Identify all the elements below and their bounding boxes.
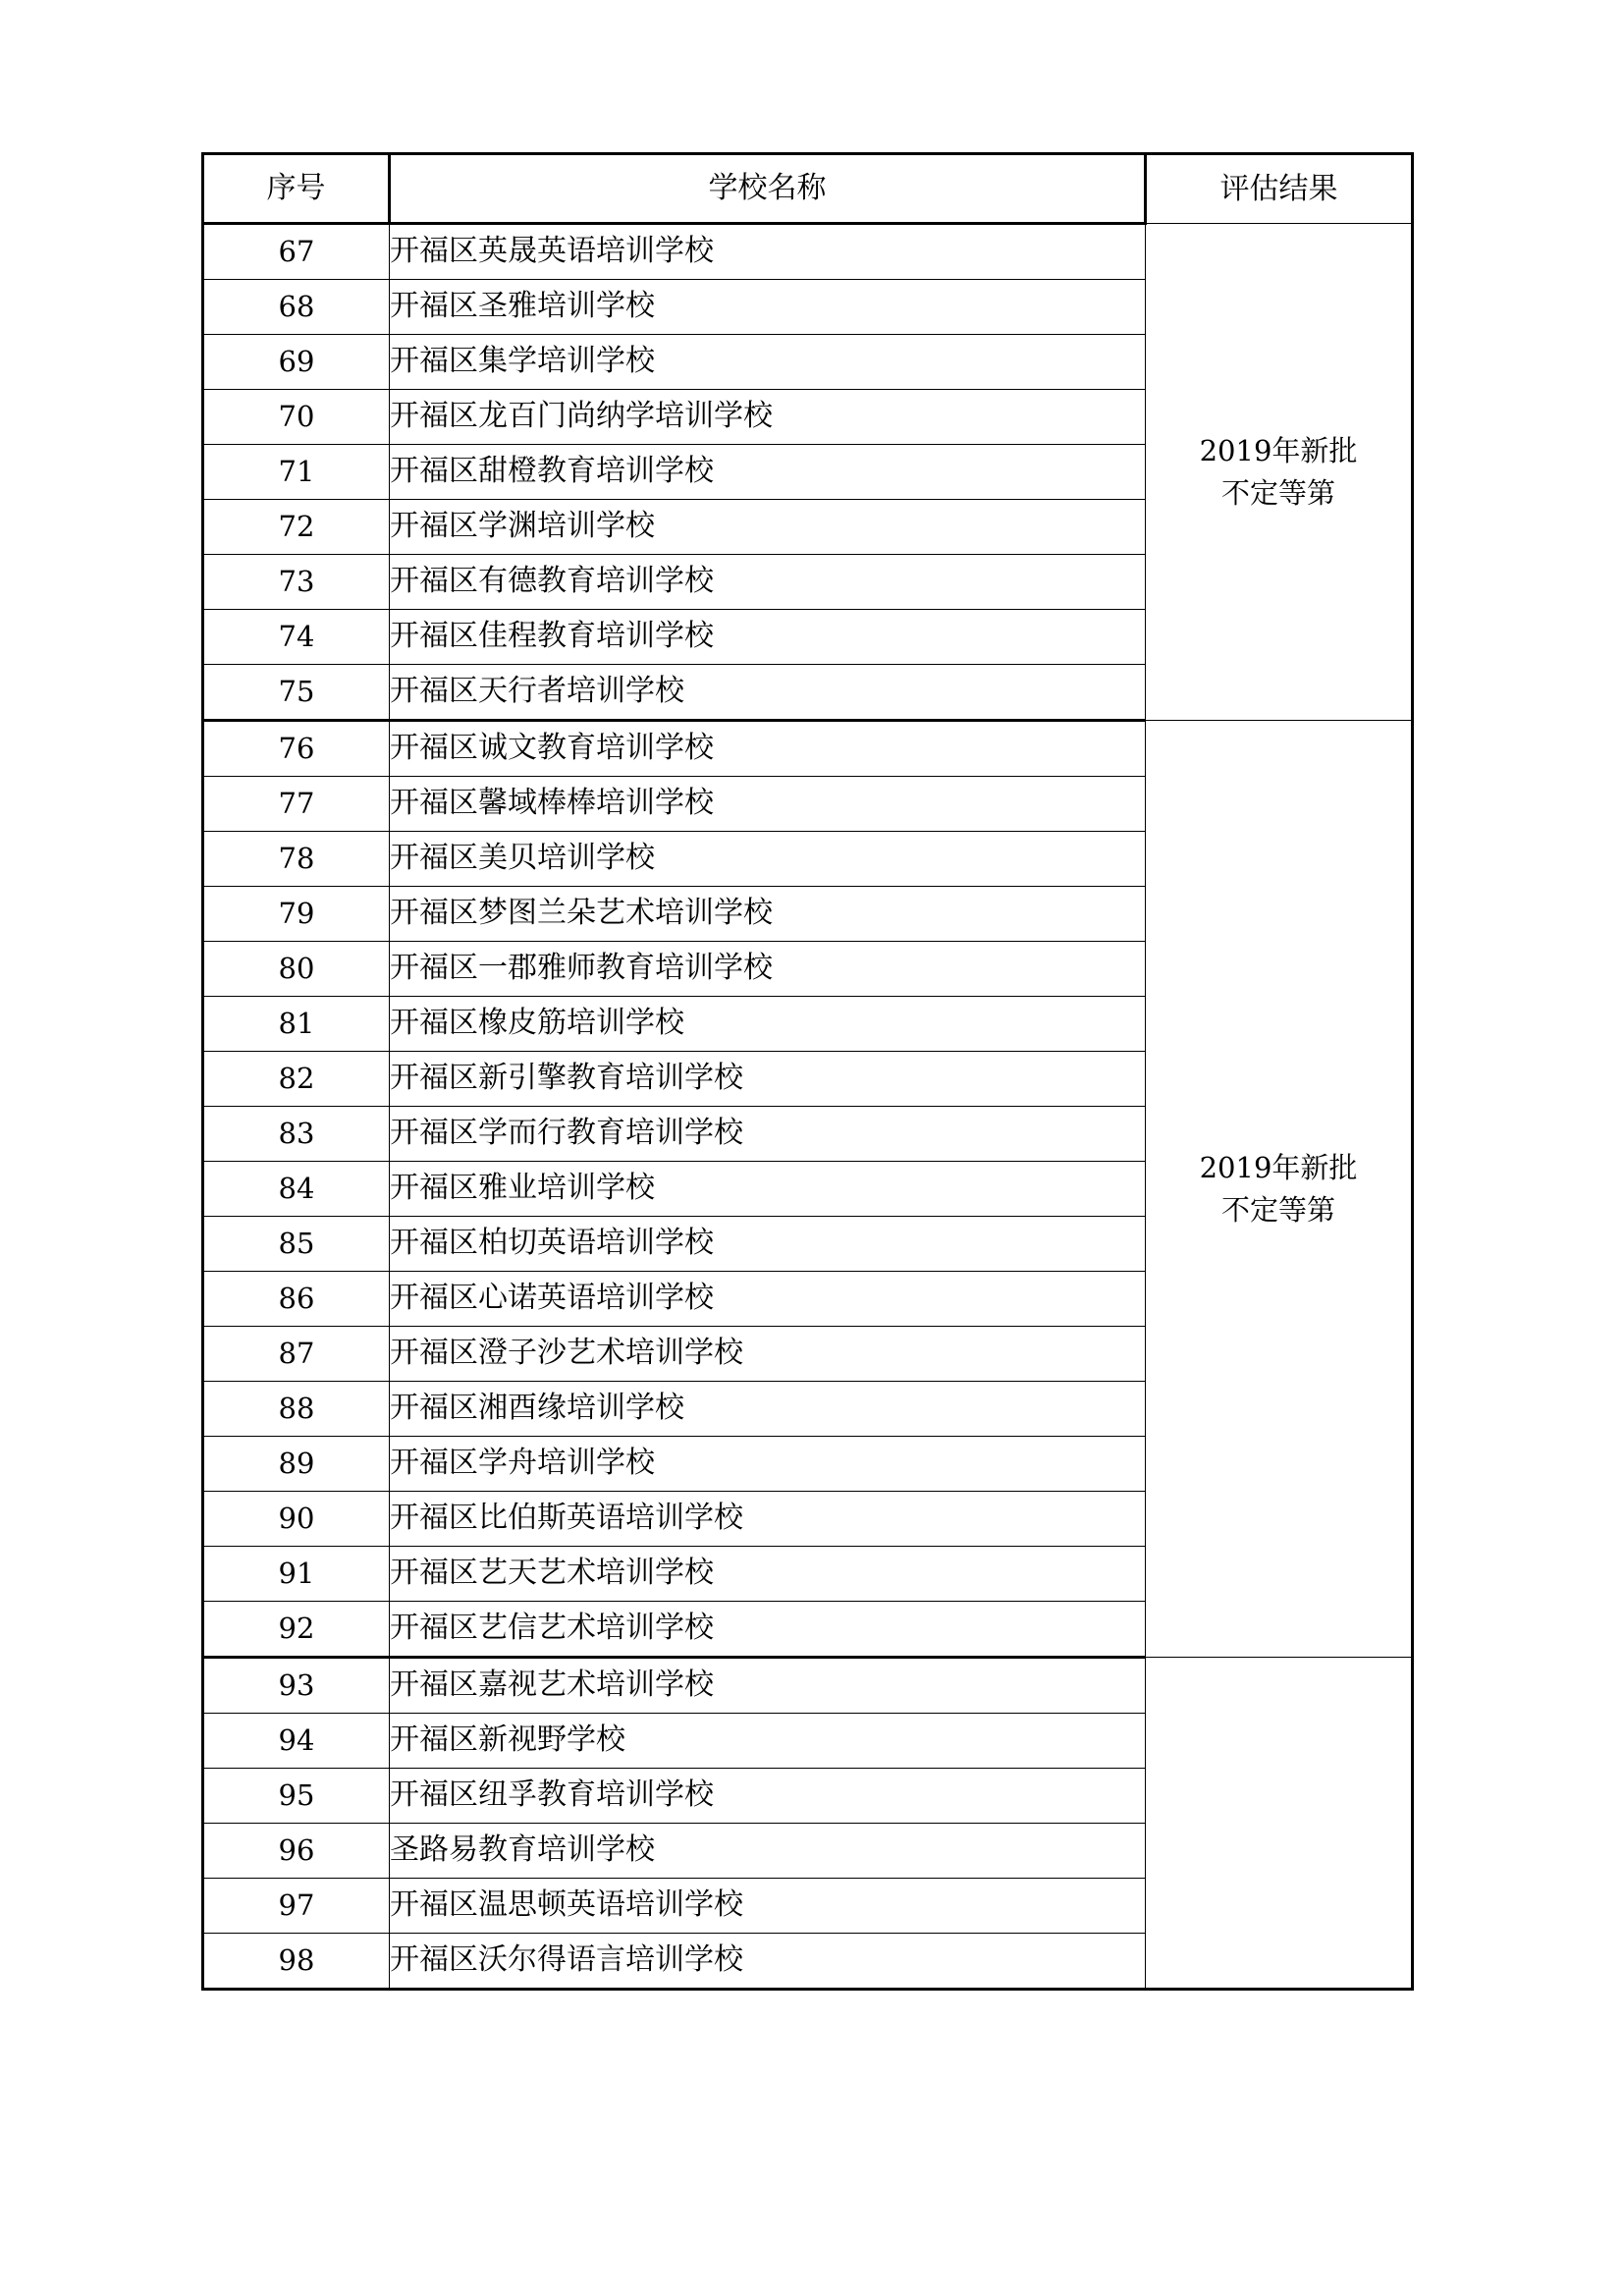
cell-school-name: 开福区馨域棒棒培训学校 (390, 777, 1146, 832)
cell-index: 93 (203, 1658, 390, 1714)
cell-school-name: 开福区雅业培训学校 (390, 1162, 1146, 1217)
cell-index: 72 (203, 500, 390, 555)
cell-school-name: 开福区英晟英语培训学校 (390, 224, 1146, 280)
cell-index: 74 (203, 610, 390, 665)
cell-index: 77 (203, 777, 390, 832)
cell-index: 75 (203, 665, 390, 721)
cell-index: 67 (203, 224, 390, 280)
cell-index: 91 (203, 1547, 390, 1602)
cell-school-name: 开福区甜橙教育培训学校 (390, 445, 1146, 500)
result-line-2: 不定等第 (1220, 1192, 1335, 1227)
cell-school-name: 开福区比伯斯英语培训学校 (390, 1492, 1146, 1547)
cell-school-name: 开福区沃尔得语言培训学校 (390, 1934, 1146, 1990)
cell-school-name: 圣路易教育培训学校 (390, 1824, 1146, 1879)
cell-evaluation-result (1146, 721, 1413, 1658)
cell-school-name: 开福区有德教育培训学校 (390, 555, 1146, 610)
cell-index: 94 (203, 1714, 390, 1769)
cell-school-name: 开福区学渊培训学校 (390, 500, 1146, 555)
cell-school-name: 开福区梦图兰朵艺术培训学校 (390, 887, 1146, 942)
cell-index: 82 (203, 1052, 390, 1107)
result-line-1: 2019年新批 (1199, 1151, 1358, 1185)
cell-index: 78 (203, 832, 390, 887)
cell-school-name: 开福区一郡雅师教育培训学校 (390, 942, 1146, 997)
cell-index: 89 (203, 1437, 390, 1492)
cell-index: 98 (203, 1934, 390, 1990)
cell-evaluation-result (1146, 224, 1413, 721)
cell-school-name: 开福区嘉视艺术培训学校 (390, 1658, 1146, 1714)
cell-school-name: 开福区柏切英语培训学校 (390, 1217, 1146, 1272)
cell-school-name: 开福区橡皮筋培训学校 (390, 997, 1146, 1052)
column-header-index: 序号 (203, 154, 390, 224)
cell-school-name: 开福区新视野学校 (390, 1714, 1146, 1769)
cell-index: 87 (203, 1327, 390, 1382)
cell-index: 84 (203, 1162, 390, 1217)
result-line-2: 不定等第 (1220, 475, 1335, 510)
cell-index: 69 (203, 335, 390, 390)
table-header-row (203, 154, 1413, 224)
cell-school-name: 开福区纽孚教育培训学校 (390, 1769, 1146, 1824)
evaluation-results-table (201, 152, 1414, 1991)
cell-index: 73 (203, 555, 390, 610)
cell-index: 68 (203, 280, 390, 335)
cell-school-name: 开福区圣雅培训学校 (390, 280, 1146, 335)
cell-school-name: 开福区心诺英语培训学校 (390, 1272, 1146, 1327)
cell-index: 88 (203, 1382, 390, 1437)
cell-school-name: 开福区集学培训学校 (390, 335, 1146, 390)
cell-school-name: 开福区湘酉缘培训学校 (390, 1382, 1146, 1437)
cell-index: 85 (203, 1217, 390, 1272)
table-body (203, 224, 1413, 1990)
cell-index: 79 (203, 887, 390, 942)
cell-school-name: 开福区学而行教育培训学校 (390, 1107, 1146, 1162)
cell-school-name: 开福区龙百门尚纳学培训学校 (390, 390, 1146, 445)
cell-school-name: 开福区美贝培训学校 (390, 832, 1146, 887)
cell-index: 95 (203, 1769, 390, 1824)
result-line-1: 2019年新批 (1199, 434, 1358, 468)
table-row (203, 1658, 1413, 1714)
cell-school-name: 开福区学舟培训学校 (390, 1437, 1146, 1492)
cell-index: 96 (203, 1824, 390, 1879)
table-row (203, 224, 1413, 280)
cell-school-name: 开福区新引擎教育培训学校 (390, 1052, 1146, 1107)
cell-evaluation-result (1146, 1658, 1413, 1990)
cell-index: 76 (203, 721, 390, 777)
table-row (203, 721, 1413, 777)
cell-index: 86 (203, 1272, 390, 1327)
column-header-school-name: 学校名称 (390, 154, 1146, 224)
cell-school-name: 开福区澄子沙艺术培训学校 (390, 1327, 1146, 1382)
cell-school-name: 开福区天行者培训学校 (390, 665, 1146, 721)
cell-index: 70 (203, 390, 390, 445)
cell-index: 81 (203, 997, 390, 1052)
cell-index: 83 (203, 1107, 390, 1162)
cell-index: 80 (203, 942, 390, 997)
cell-school-name: 开福区温思顿英语培训学校 (390, 1879, 1146, 1934)
cell-school-name: 开福区艺天艺术培训学校 (390, 1547, 1146, 1602)
cell-index: 71 (203, 445, 390, 500)
cell-index: 90 (203, 1492, 390, 1547)
cell-school-name: 开福区诚文教育培训学校 (390, 721, 1146, 777)
column-header-result: 评估结果 (1146, 154, 1413, 224)
cell-school-name: 开福区佳程教育培训学校 (390, 610, 1146, 665)
evaluation-results-table-wrapper (201, 152, 1411, 1991)
cell-index: 92 (203, 1602, 390, 1658)
cell-index: 97 (203, 1879, 390, 1934)
cell-school-name: 开福区艺信艺术培训学校 (390, 1602, 1146, 1658)
